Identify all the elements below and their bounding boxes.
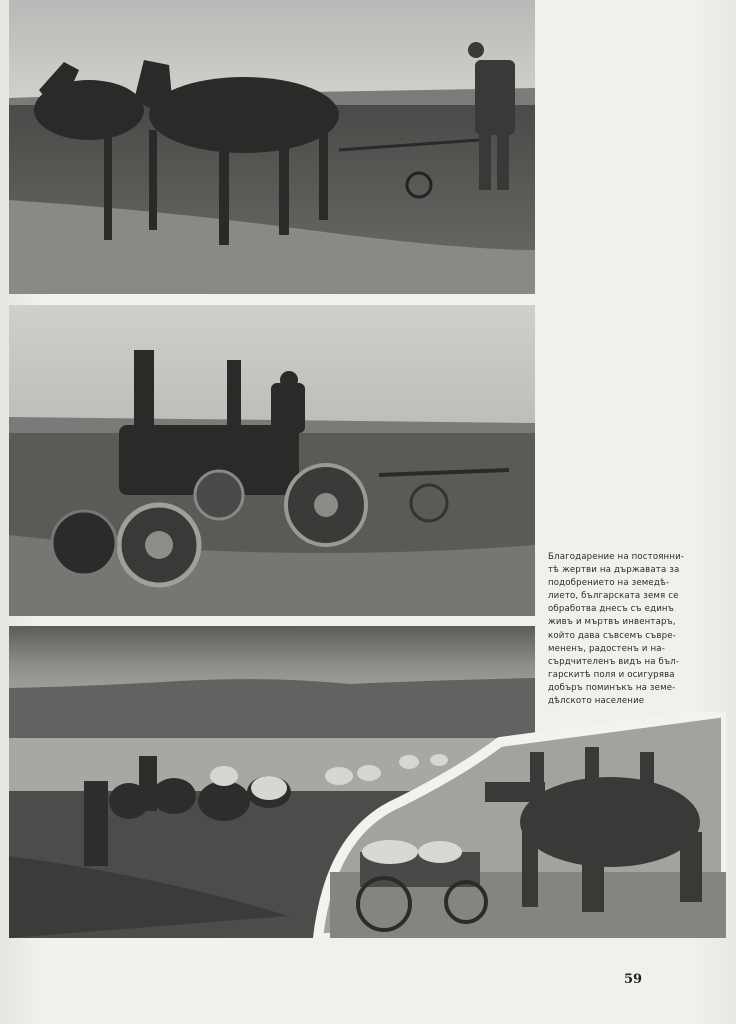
page-number: 59	[624, 972, 643, 987]
photo-caption: Благодарение на постоянни- тѣ жертви на държавата за подобрението на земедѣ- лието, българската земя се обработва днесъ съ единъ живъ и мъртвъ инвентаръ, който дава съвсемъ съвре- мененъ, радостенъ и на- сърдчителенъ видъ на бъл- гарскитѣ поля и осигурява добъръ поминъкъ на земе- дѣлското население	[548, 552, 685, 707]
photo-horses-plough	[9, 0, 535, 294]
photo-harvest-cart	[300, 712, 726, 938]
photo-tractor	[9, 305, 535, 616]
